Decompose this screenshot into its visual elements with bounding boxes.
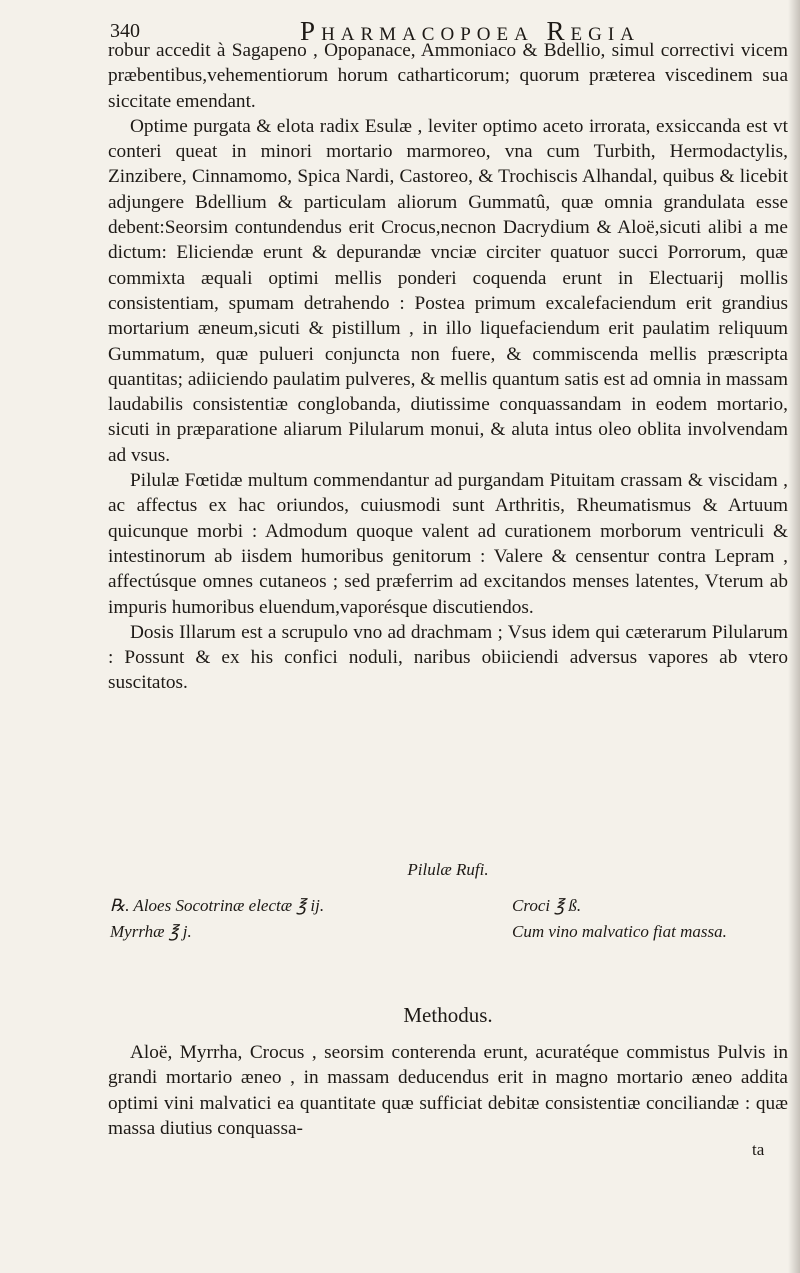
method-text xyxy=(108,1040,788,1141)
recipe-instruction: Cum vino malvatico fiat massa. xyxy=(512,922,727,941)
method-paragraph: Aloë, Myrrha, Crocus , seorsim conterenda erunt, acuratéque commistus Pulvis in grandi mortario æneo , in massam deducendus erit in magno mortario æneo addita optimi vini malvatici ea quantitate quæ sufficiat debitæ consistentiæ conciliandæ : quæ massa diutius conquassa- xyxy=(108,1042,788,1139)
paragraph-1: robur accedit à Sagapeno , Opopanace, Ammoniaco & Bdellio, simul correctivi vicem præbentibus,vehementiorum horum catharticorum; quorum præterea viscedinem sua siccitate emendant. xyxy=(108,40,788,112)
recipe-ingredient: Myrrhæ ℥ j. xyxy=(110,922,192,941)
method-title: Methodus. xyxy=(403,1003,493,1027)
recipe-block xyxy=(110,893,790,949)
body-text xyxy=(108,38,788,696)
page-number: 340 xyxy=(110,20,140,42)
recipe-right-column xyxy=(512,893,727,945)
recipe-left-column xyxy=(110,893,324,945)
recipe-ingredient: ℞. Aloes Socotrinæ electæ ℥ ij. xyxy=(110,896,325,915)
page-edge-shadow xyxy=(788,0,800,1273)
paragraph-2: Optime purgata & elota radix Esulæ , leviter optimo aceto irrorata, exsiccanda est vt conteri queat in minori mortario marmoreo, vna cum Turbith, Hermodactylis, Zinzibere, Cinnamomo, Spica Nardi, Castoreo, & Trochiscis Alhandal, quibus & licebit adjungere Bdellium & particulam aliorum Gummatû, quæ omnia grandulata esse debent:Seorsim contundendus erit Crocus,necnon Dacrydium & Aloë,sicuti alibi a me dictum: Eliciendæ erunt & depurandæ vnciæ circiter quatuor succi Porrorum, quæ commixta æquali optimi mellis ponderi coquenda erunt in Electuarij mollis consistentiam, spumam detrahendo : Postea primum excalefaciendum erit grandius mortarium æneum,sicuti & pistillum , in illo liquefaciendum erit paulatim reliquum Gummatum, quæ pulueri conjuncta non fuere, & commiscenda mellis præscripta quantitas; adiiciendo paulatim pulveres, & mellis quantum satis est ad omnia in massam laudabilis consistentiæ conglobanda, diutissime conquassandam in eodem mortario, sicuti in præparatione aliarum Pilularum monui, & aluta intus oleo oblita involvendam ad vsus. xyxy=(108,115,788,466)
catchword: ta xyxy=(752,1140,765,1159)
paragraph-4: Dosis Illarum est a scrupulo vno ad drachmam ; Vsus idem qui cæterarum Pilularum : Possunt & ex his confici noduli, naribus obiiciendi adversus vapores ab vtero suscitatos. xyxy=(108,621,788,694)
recipe-ingredient: Croci ℥ ß. xyxy=(512,896,582,915)
recipe-title: Pilulæ Rufi. xyxy=(407,860,489,879)
paragraph-3: Pilulæ Fœtidæ multum commendantur ad purgandam Pituitam crassam & viscidam , ac affectus ex hac oriundos, cuiusmodi sunt Arthritis, Rheumatismus & Artuum quicunque morbi : Admodum quoque valent ad curationem morborum ventriculi & intestinorum ab iisdem humoribus genitorum : Valere & censentur contra Lepram , affectúsque omnes cutaneos ; sed præferrim ad excitandos menses latentes, Vterum ab impuris humoribus eluendum,vaporésque discutiendos. xyxy=(108,470,788,618)
running-title: Pharmacopoea Regia xyxy=(300,16,640,46)
